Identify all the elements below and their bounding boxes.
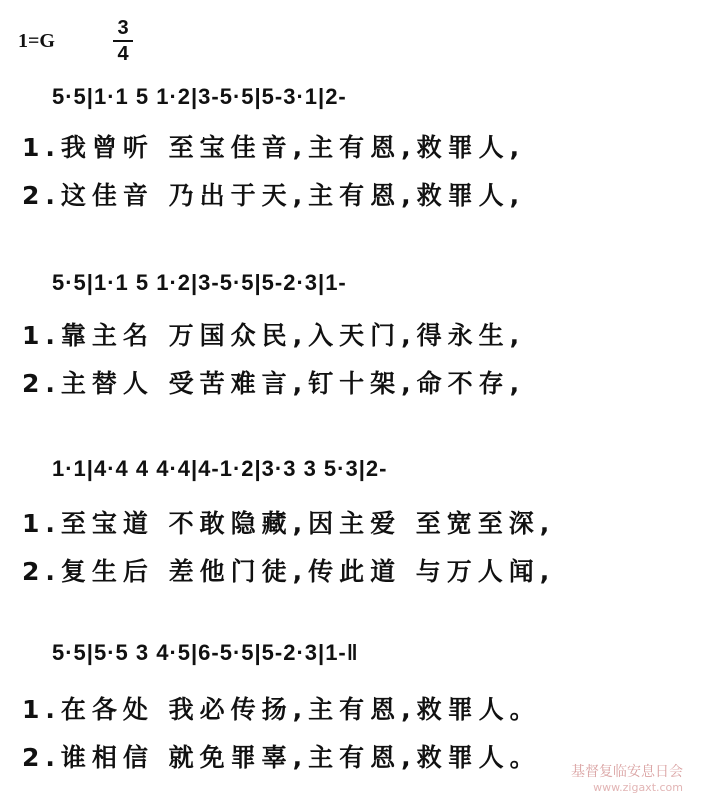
notation-line-2 [52, 270, 652, 300]
lyric-line-3-verse-1: 1.至宝道 不敢隐藏,因主爱 至宽至深, [22, 509, 556, 538]
lyric-line-2-verse-1: 1.靠主名 万国众民,入天门,得永生, [22, 321, 526, 350]
lyric-line-1-verse-1: 1.我曾听 至宝佳音,主有恩,救罪人, [22, 133, 526, 162]
notation-text-1: 5·5|1·1 5 1·2|3-5·5|5-3·1|2- [52, 84, 347, 109]
notation-line-3 [52, 456, 672, 486]
time-signature-top: 3 [117, 17, 129, 39]
watermark-text: 基督复临安息日会 [571, 764, 683, 780]
notation-text-3: 1·1|4·4 4 4·4|4-1·2|3·3 3 5·3|2- [52, 456, 388, 481]
watermark-url: www.zigaxt.com [593, 781, 683, 794]
lyric-line-4-verse-1: 1.在各处 我必传扬,主有恩,救罪人。 [22, 695, 541, 724]
time-signature-bottom: 4 [117, 43, 129, 65]
notation-line-4 [52, 640, 692, 670]
lyric-line-2-verse-2: 2.主替人 受苦难言,钉十架,命不存, [22, 369, 526, 398]
watermark [571, 761, 683, 794]
lyric-line-3-verse-2: 2.复生后 差他门徒,传此道 与万人闻, [22, 557, 556, 586]
notation-text-4: 5·5|5·5 3 4·5|6-5·5|5-2·3|1-‖ [52, 640, 359, 665]
notation-text-2: 5·5|1·1 5 1·2|3-5·5|5-2·3|1- [52, 270, 347, 295]
notation-line-1 [52, 84, 652, 114]
lyric-line-1-verse-2: 2.这佳音 乃出于天,主有恩,救罪人, [22, 181, 526, 210]
lyric-line-4-verse-2: 2.谁相信 就免罪辜,主有恩,救罪人。 [22, 743, 541, 772]
key-signature: 1=G [18, 30, 55, 52]
time-signature [112, 16, 134, 66]
